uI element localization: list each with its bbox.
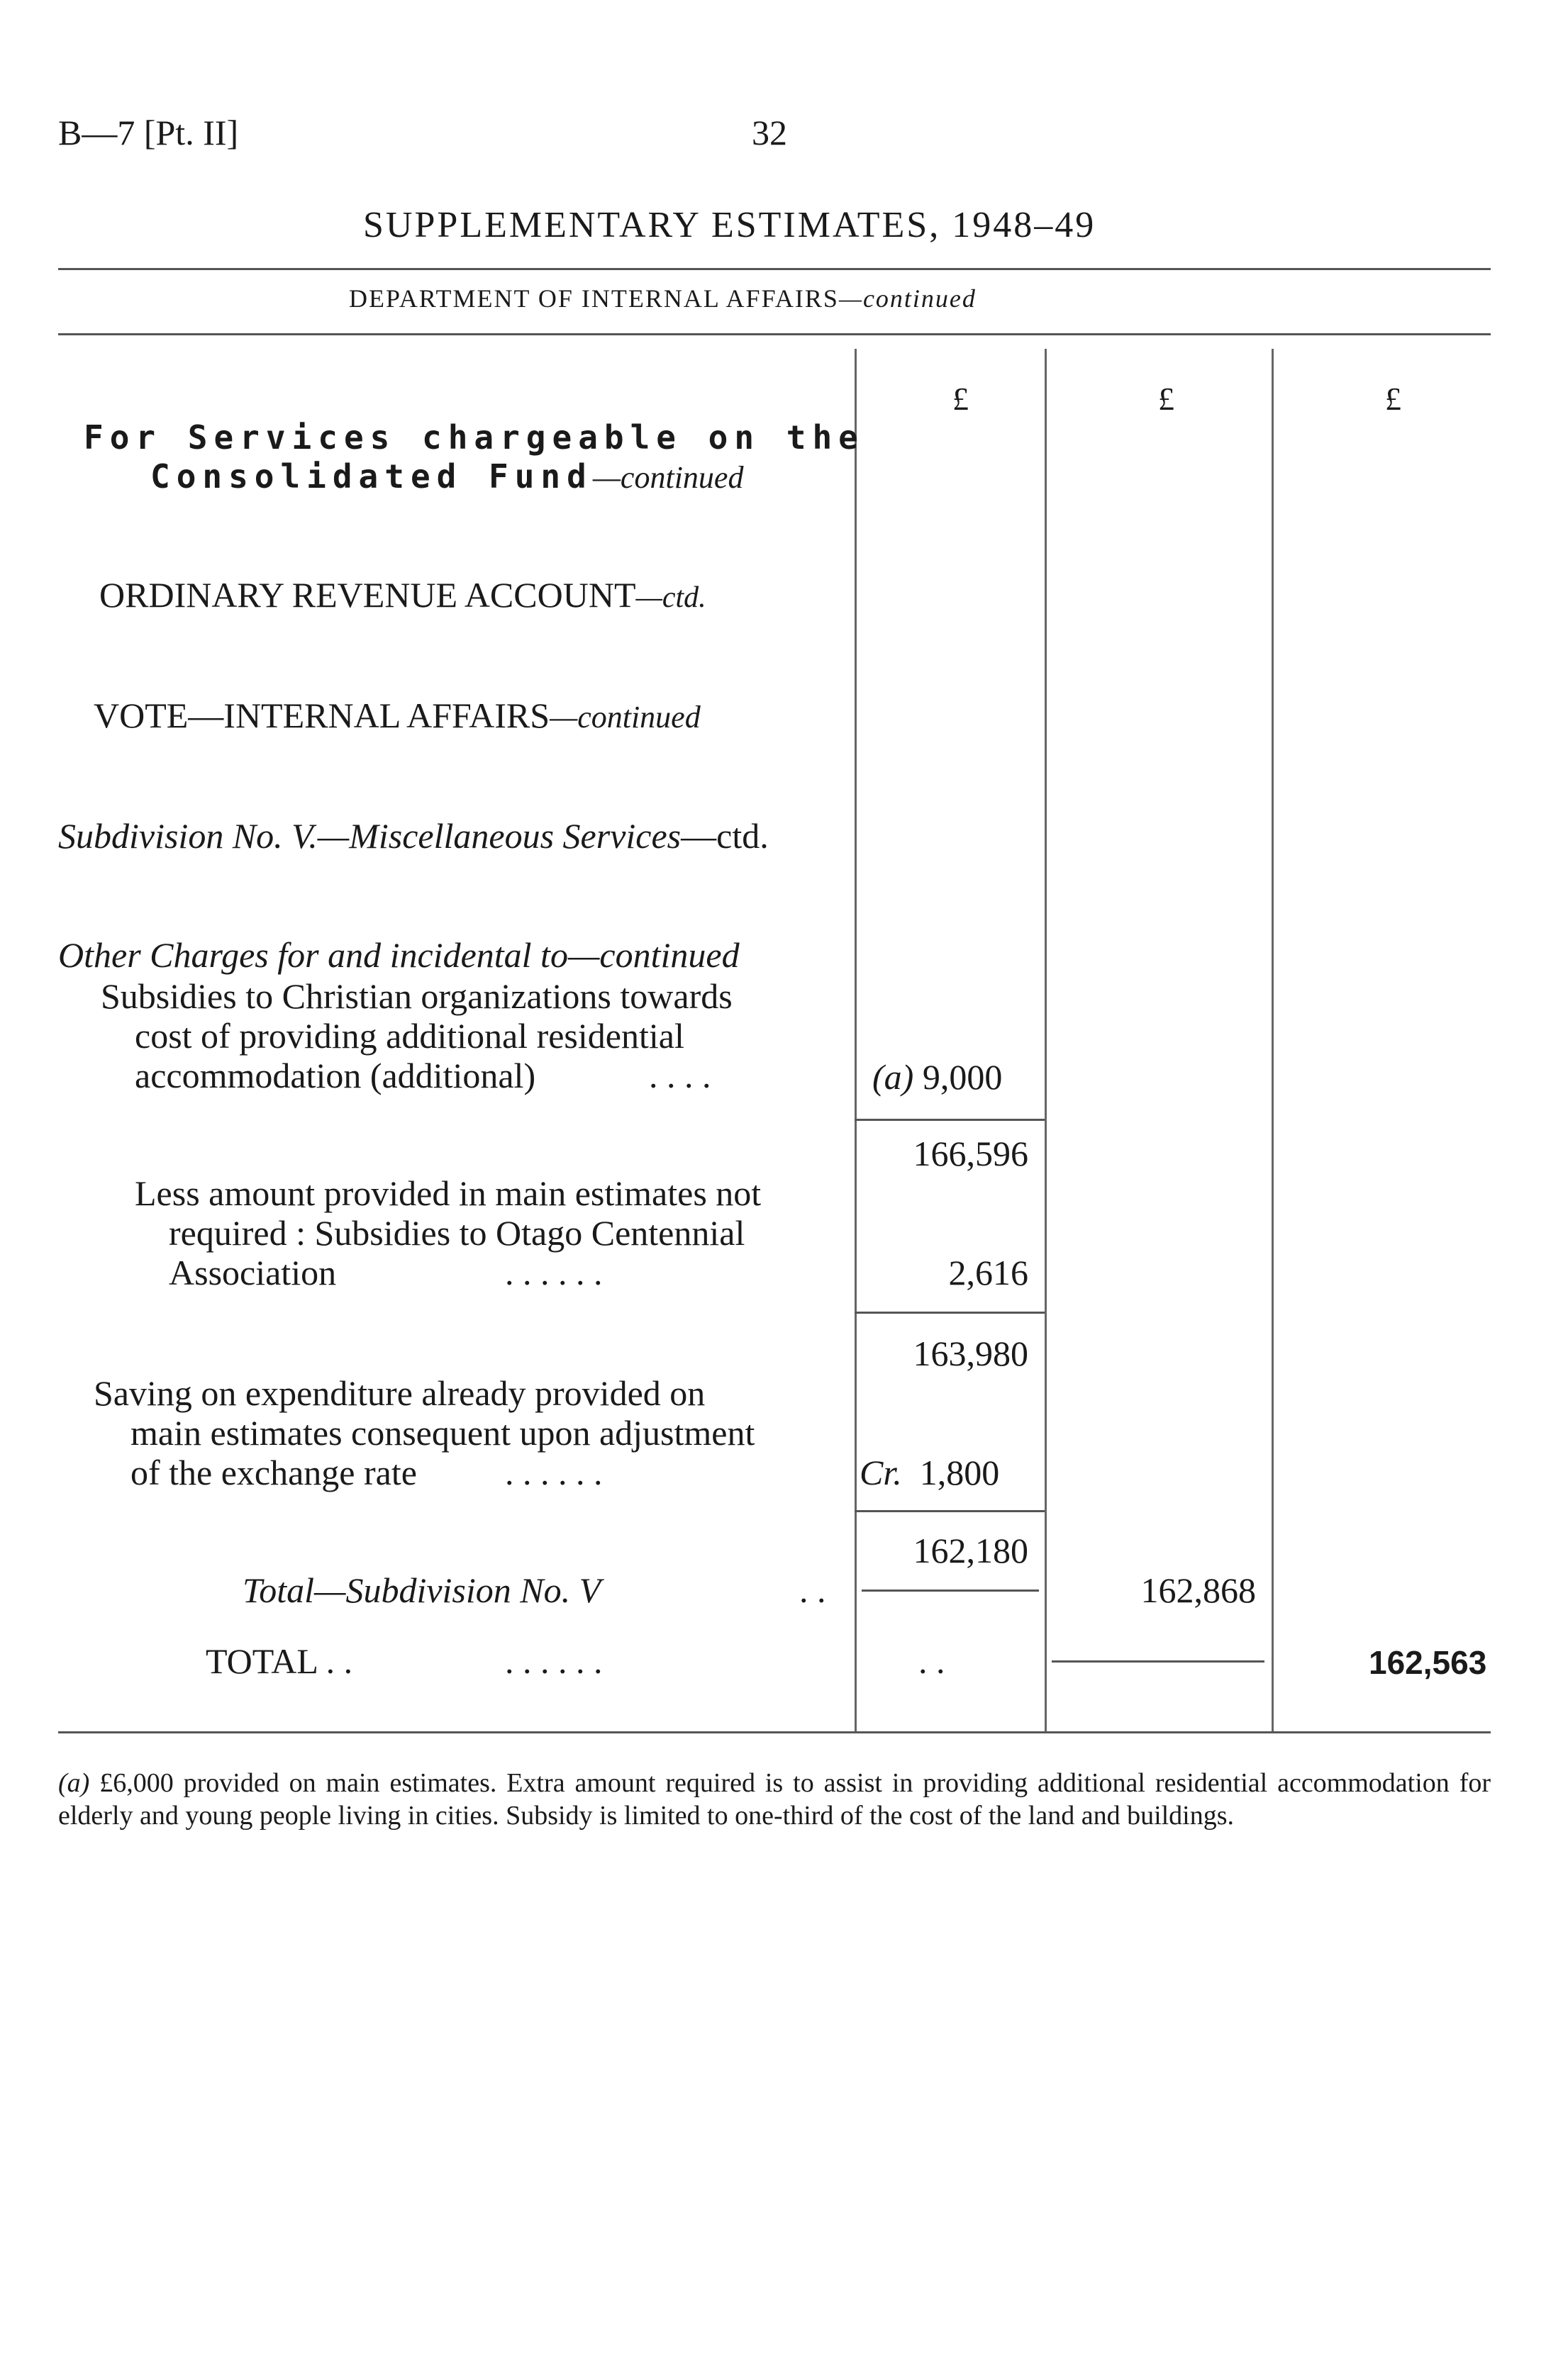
column-rule-2 bbox=[1045, 349, 1047, 1731]
subsidies-leaders: . . . . bbox=[649, 1056, 711, 1095]
currency-symbol-col1: £ bbox=[952, 381, 969, 417]
subtotal2-rule bbox=[855, 1312, 1045, 1314]
subdivision-suffix: —ctd. bbox=[681, 816, 769, 856]
grand-total-leaders: . . . . . . bbox=[505, 1641, 603, 1681]
column-rule-3 bbox=[1272, 349, 1274, 1731]
vote-name: VOTE—INTERNAL AFFAIRS bbox=[94, 695, 550, 735]
currency-symbol-col3: £ bbox=[1385, 381, 1401, 417]
less-line3: Association bbox=[169, 1253, 337, 1292]
department-name: DEPARTMENT OF INTERNAL AFFAIRS bbox=[349, 284, 839, 313]
less-line2: required : Subsidies to Otago Centennial bbox=[169, 1213, 745, 1253]
total-subdivision-rule-col1 bbox=[862, 1590, 1039, 1592]
account-suffix: —ctd. bbox=[635, 581, 706, 614]
total-subdivision-amount: 162,868 bbox=[1140, 1570, 1256, 1610]
total-subdivision-leaders: . . bbox=[799, 1570, 826, 1610]
subsidies-line3: accommodation (additional) bbox=[135, 1056, 536, 1095]
subsidies-line1: Subsidies to Christian organizations towards bbox=[101, 976, 733, 1016]
currency-symbol-col2: £ bbox=[1158, 381, 1174, 417]
page-number: 32 bbox=[752, 113, 787, 152]
department-heading bbox=[349, 284, 977, 313]
account-heading bbox=[99, 574, 706, 615]
services-heading-line2 bbox=[150, 457, 743, 496]
other-charges-heading: Other Charges for and incidental to—continued bbox=[58, 935, 740, 975]
saving-value: 1,800 bbox=[919, 1453, 1000, 1492]
subsidies-value: 9,000 bbox=[922, 1057, 1003, 1097]
department-suffix: —continued bbox=[838, 284, 977, 313]
saving-line2: main estimates consequent upon adjustment bbox=[130, 1413, 755, 1453]
account-name: ORDINARY REVENUE ACCOUNT bbox=[99, 575, 636, 615]
subsidies-line2: cost of providing additional residential bbox=[135, 1016, 684, 1056]
subtotal1-rule bbox=[855, 1119, 1045, 1121]
subdivision-name: Subdivision No. V.—Miscellaneous Services bbox=[58, 816, 682, 856]
saving-amount bbox=[860, 1452, 999, 1493]
subsidies-amount bbox=[872, 1056, 1002, 1097]
less-leaders: . . . . . . bbox=[505, 1253, 603, 1292]
credit-prefix: Cr. bbox=[860, 1453, 902, 1492]
grand-total-amount: 162,563 bbox=[1369, 1644, 1487, 1681]
less-line1: Less amount provided in main estimates not bbox=[135, 1173, 762, 1213]
vote-heading bbox=[94, 695, 701, 736]
subdivision-heading bbox=[58, 815, 769, 856]
subtotal2-amount: 163,980 bbox=[913, 1334, 1028, 1373]
services-heading-suffix: —continued bbox=[592, 460, 744, 495]
subtotal1-amount: 166,596 bbox=[913, 1134, 1028, 1173]
less-amount: 2,616 bbox=[948, 1253, 1028, 1292]
subtotal3-amount: 162,180 bbox=[913, 1531, 1028, 1570]
grand-total-rule-col2 bbox=[1052, 1660, 1264, 1663]
footnote-marker: (a) bbox=[58, 1768, 90, 1798]
table-bottom-rule bbox=[58, 1731, 1491, 1733]
saving-leaders: . . . . . . bbox=[505, 1453, 603, 1492]
subtotal3-rule bbox=[855, 1510, 1045, 1512]
total-subdivision-label: Total—Subdivision No. V bbox=[243, 1570, 601, 1610]
page-title: SUPPLEMENTARY ESTIMATES, 1948–49 bbox=[363, 205, 1096, 245]
saving-line3: of the exchange rate bbox=[130, 1453, 417, 1492]
title-rule bbox=[58, 268, 1491, 270]
grand-total-label: TOTAL . . bbox=[206, 1641, 353, 1681]
footnote-ref: (a) bbox=[872, 1057, 914, 1097]
footnote bbox=[58, 1767, 1491, 1832]
services-heading-fund: Consolidated Fund bbox=[150, 457, 593, 496]
vote-suffix: —continued bbox=[550, 700, 701, 734]
column-rule-1 bbox=[855, 349, 857, 1731]
grand-total-col1-leaders: . . bbox=[918, 1641, 945, 1681]
services-heading-line1: For Services chargeable on the bbox=[84, 418, 864, 457]
table-top-rule bbox=[58, 333, 1491, 335]
saving-line1: Saving on expenditure already provided on bbox=[94, 1373, 706, 1413]
document-reference: B—7 [Pt. II] bbox=[58, 113, 239, 152]
footnote-text: £6,000 provided on main estimates. Extra amount required is to assist in providing additional residential accommodation for elderly and young people living in cities. Subsidy is limited to one-third of the cost of the land and buildings. bbox=[58, 1768, 1491, 1831]
